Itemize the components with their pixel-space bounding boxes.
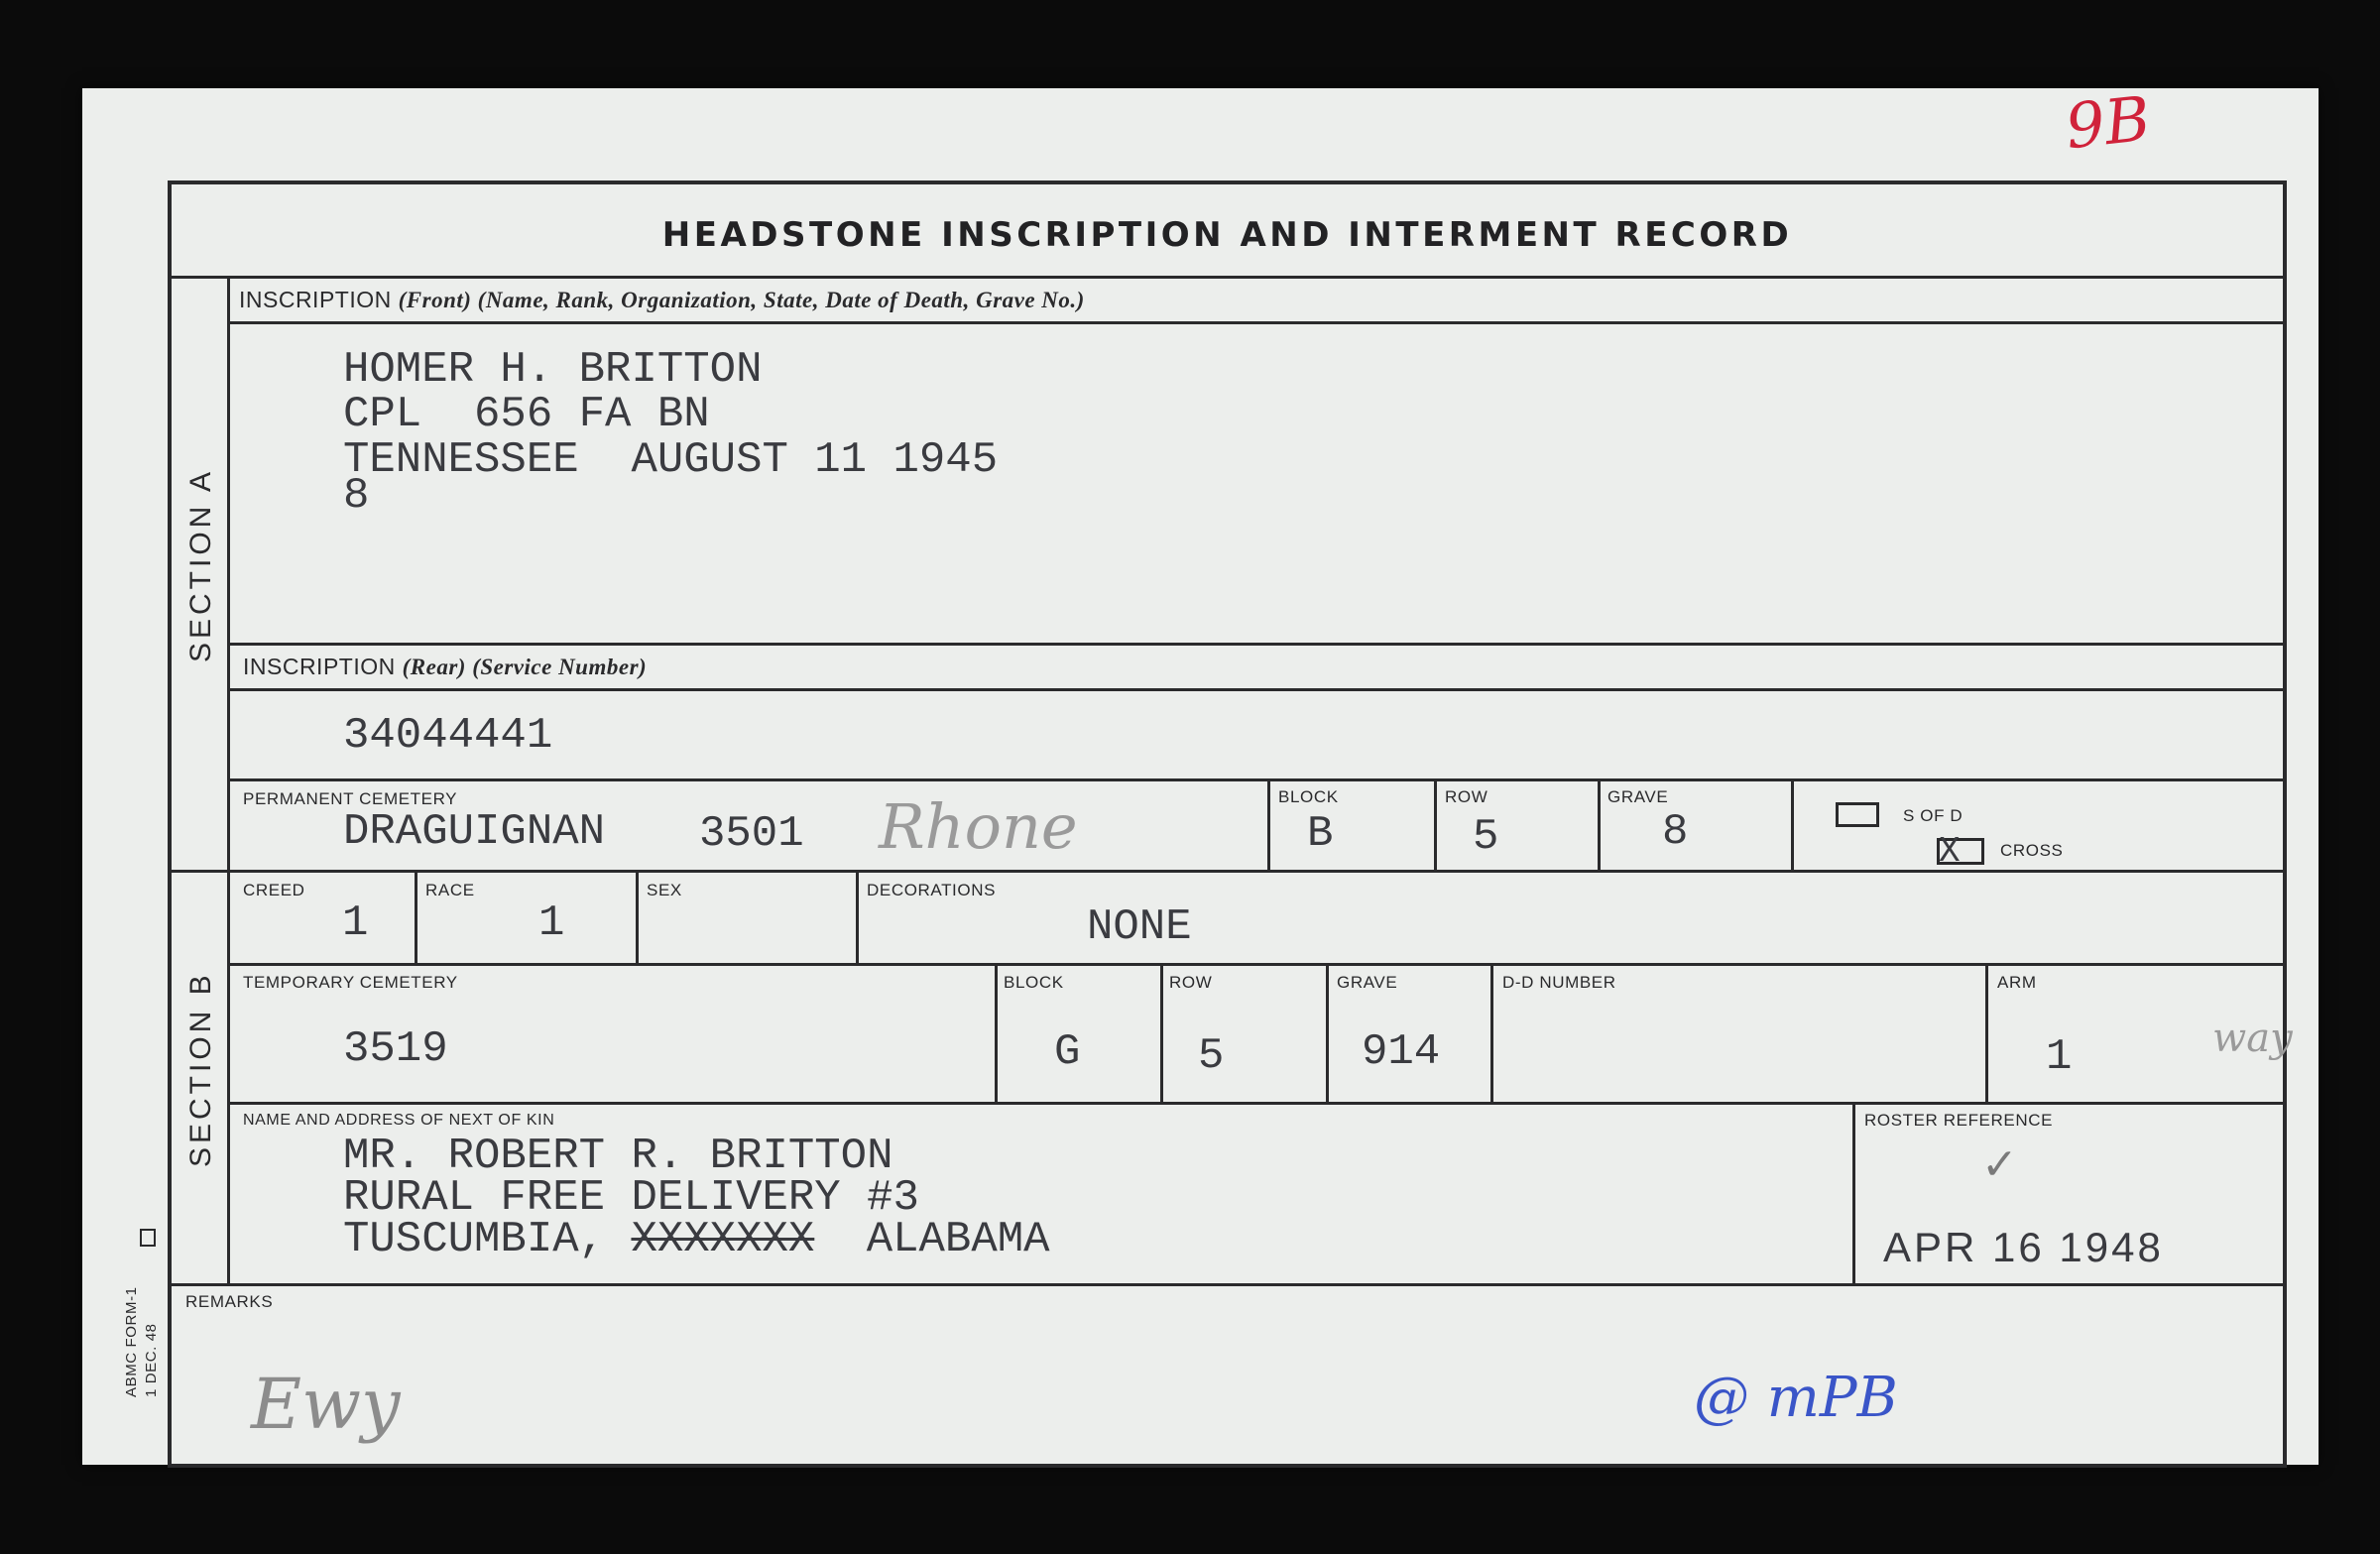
divider — [229, 688, 2287, 691]
form-id: ABMC FORM-1 1 DEC. 48 — [123, 1286, 160, 1397]
permanent-cemetery-name: DRAGUIGNAN — [343, 807, 606, 857]
divider — [229, 963, 2287, 966]
perm-grave-value: 8 — [1662, 807, 1689, 857]
service-number: 34044441 — [343, 711, 553, 761]
temp-row-label: ROW — [1169, 973, 1213, 992]
form-id-checkbox — [140, 1229, 156, 1247]
permanent-cemetery-note: Rhone — [879, 790, 1078, 863]
cross-check-mark: X — [1939, 831, 1961, 872]
next-of-kin-line3: TUSCUMBIA, XXXXXXX ALABAMA — [343, 1215, 1050, 1264]
creed-label: CREED — [243, 881, 305, 899]
s-of-d-label: S OF D — [1903, 806, 1964, 825]
roster-date-stamp: APR 16 1948 — [1883, 1224, 2164, 1270]
temporary-cemetery-label: TEMPORARY CEMETERY — [243, 973, 458, 992]
headstone-record-card — [82, 81, 2319, 1465]
divider — [1985, 963, 1988, 1102]
roster-check-mark: ✓ — [1981, 1139, 2018, 1190]
divider — [229, 643, 2287, 646]
divider — [229, 321, 2287, 324]
divider — [856, 870, 859, 963]
divider — [1326, 963, 1329, 1102]
divider — [229, 1102, 2287, 1105]
inscription-front-line3: TENNESSEE AUGUST 11 1945 — [343, 435, 999, 485]
next-of-kin-line2: RURAL FREE DELIVERY #3 — [343, 1173, 919, 1223]
next-of-kin-label: NAME AND ADDRESS OF NEXT OF KIN — [243, 1112, 555, 1129]
arm-value: 1 — [2046, 1032, 2073, 1082]
divider — [1490, 963, 1493, 1102]
divider — [995, 963, 998, 1102]
dd-number-label: D-D NUMBER — [1502, 973, 1616, 992]
divider — [1852, 1102, 1855, 1283]
divider — [1160, 963, 1163, 1102]
divider — [229, 778, 2287, 781]
divider — [1598, 778, 1601, 870]
perm-block-label: BLOCK — [1278, 787, 1339, 806]
inscription-front-line2: CPL 656 FA BN — [343, 390, 710, 439]
divider — [168, 276, 2287, 279]
inscription-front-label: INSCRIPTION (Front) (Name, Rank, Organization, State, Date of Death, Grave No.) — [239, 287, 1085, 312]
permanent-cemetery-code: 3501 — [699, 809, 804, 859]
temp-grave-value: 914 — [1362, 1027, 1441, 1077]
temp-row-value: 5 — [1198, 1031, 1225, 1081]
perm-block-value: B — [1307, 809, 1334, 859]
section-b-label: SECTION B — [184, 971, 217, 1167]
inscription-front-line4: 8 — [343, 471, 370, 521]
race-label: RACE — [425, 881, 475, 899]
struck-text: XXXXXXX — [631, 1215, 815, 1264]
section-column-divider — [227, 276, 230, 1283]
section-a-label: SECTION A — [184, 467, 217, 662]
divider — [168, 870, 2287, 873]
temporary-cemetery-code: 3519 — [343, 1024, 448, 1074]
divider — [1267, 778, 1270, 870]
divider — [415, 870, 417, 963]
inscription-rear-label: INSCRIPTION (Rear) (Service Number) — [243, 654, 648, 679]
cross-label: CROSS — [2000, 841, 2064, 860]
form-title: HEADSTONE INSCRIPTION AND INTERMENT RECORD — [661, 215, 1793, 255]
s-of-d-checkbox[interactable] — [1836, 802, 1879, 827]
decorations-value: NONE — [1087, 902, 1192, 952]
divider — [636, 870, 639, 963]
permanent-cemetery-label: PERMANENT CEMETERY — [243, 789, 458, 808]
perm-row-value: 5 — [1473, 812, 1499, 862]
race-value: 1 — [538, 898, 565, 948]
sex-label: SEX — [647, 881, 682, 899]
annotation-right-margin: way — [2212, 1016, 2293, 1061]
temp-block-value: G — [1054, 1027, 1081, 1077]
annotation-bottom-right: @ mPB — [1694, 1366, 1898, 1430]
remarks-label: REMARKS — [185, 1292, 274, 1311]
annotation-top-right: 9B — [2062, 81, 2154, 164]
divider — [168, 1283, 2287, 1286]
perm-grave-label: GRAVE — [1607, 787, 1669, 806]
creed-value: 1 — [342, 898, 369, 948]
temp-block-label: BLOCK — [1004, 973, 1064, 992]
annotation-bottom-left: Ewy — [251, 1364, 401, 1445]
next-of-kin-line1: MR. ROBERT R. BRITTON — [343, 1132, 893, 1181]
perm-row-label: ROW — [1445, 787, 1488, 806]
divider — [1791, 778, 1794, 870]
roster-reference-label: ROSTER REFERENCE — [1864, 1111, 2054, 1130]
divider — [1434, 778, 1437, 870]
arm-label: ARM — [1997, 973, 2037, 992]
decorations-label: DECORATIONS — [867, 881, 997, 899]
inscription-front-line1: HOMER H. BRITTON — [343, 345, 763, 395]
temp-grave-label: GRAVE — [1337, 973, 1398, 992]
